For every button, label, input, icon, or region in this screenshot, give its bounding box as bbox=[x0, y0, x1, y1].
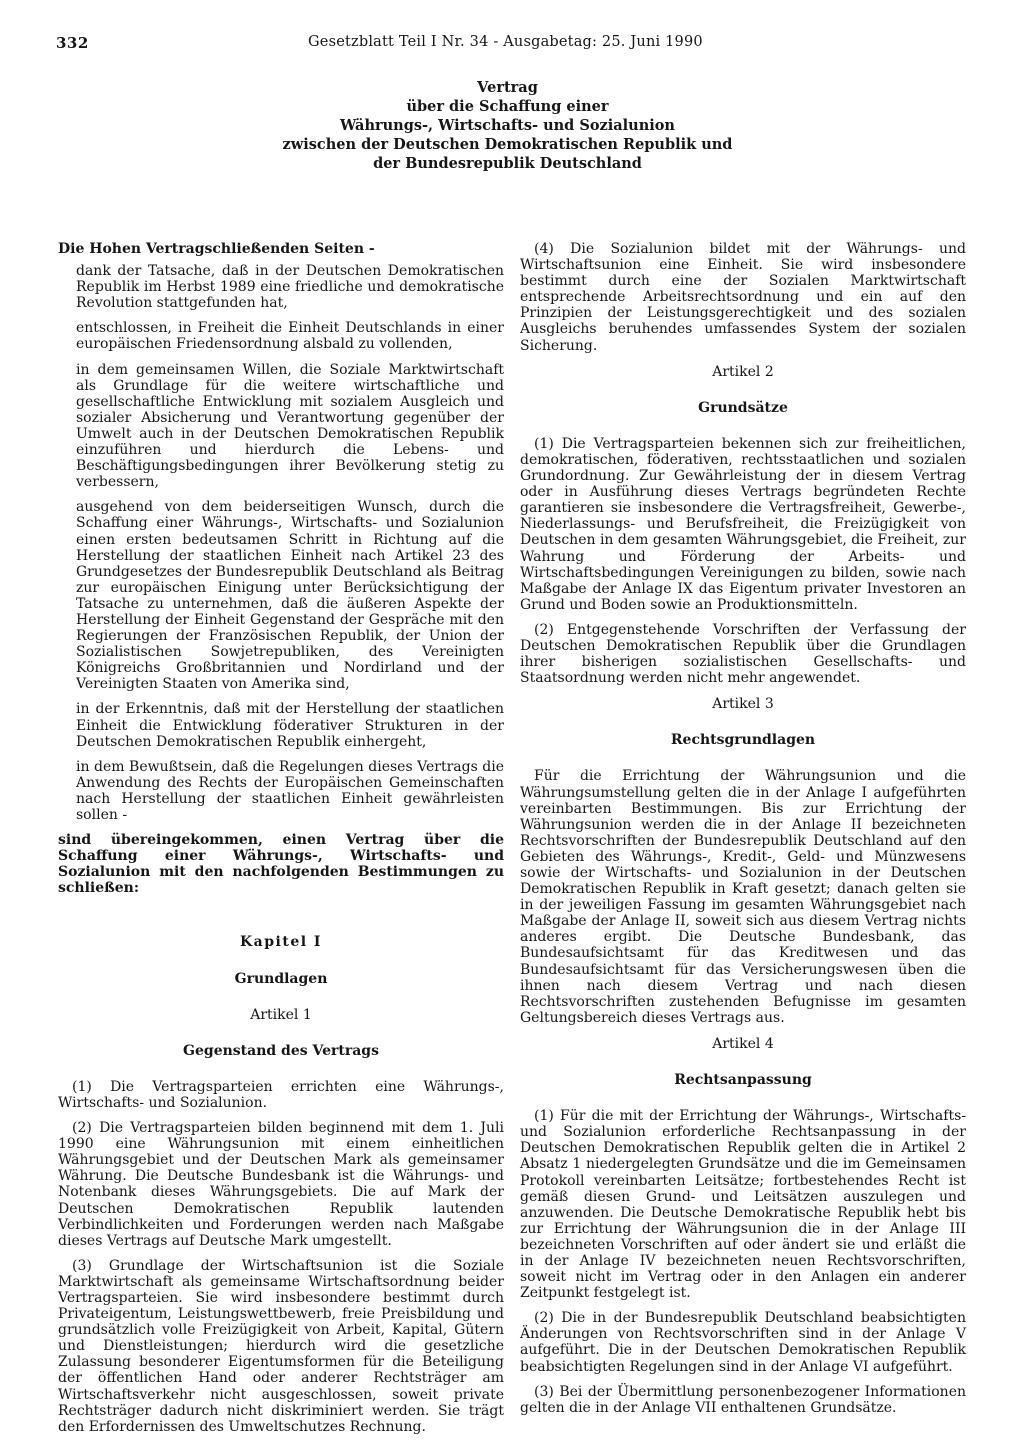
preamble-intro: Die Hohen Vertragschließenden Seiten - bbox=[58, 241, 375, 257]
kapitel-heading: Kapitel I bbox=[240, 934, 322, 951]
artikel-paragraph: (3) Grundlage der Wirtschaftsunion ist die Soziale Marktwirtschaft als gemeinsame Wirtschaftsordnung beider Vertragsparteien. Sie wird insbesondere bestimmt durch Privateigentum, Leistungswettbewerb, freie Preisbildung und grundsätzlich volle Freizügigkeit von Arbeit, Kapital, Gütern und Dienstleistungen; hierdurch wird die gesetzliche Zulassung besonderer Eigentumsformen für die Beteiligung der öffentlichen Hand oder anderer Rechtsträger am Wirtschaftsverkehr nicht ausgeschlossen, soweit private Rechtsträger dadurch nicht diskriminiert werden. Sie trägt den Erfordernissen des Umweltschutzes Rechnung. bbox=[58, 1257, 504, 1435]
artikel-label: Artikel 3 bbox=[712, 696, 774, 713]
artikel-paragraph: (1) Für die mit der Errichtung der Währungs-, Wirtschafts- und Sozialunion erforderliche Rechtsanpassung in der Deutschen Demokratischen Republik gelten die in Artikel 2 Absatz 1 niedergelegten Grundsätze und die im Gemeinsamen Protokoll vereinbarten Leitsätze; fortbestehendes Recht ist gemäß diesen Grund- und Leitsätzen auszulegen und anzuwenden. Die Deutsche Demokratische Republik hebt bis zur Errichtung der Währungsunion die in der Anlage III bezeichneten Vorschriften auf oder ändert sie und erläßt die in der Anlage IV bezeichneten neuen Rechtsvorschriften, soweit nicht im Vertrag oder in den Anlagen ein anderer Zeitpunkt festgelegt ist. bbox=[520, 1108, 966, 1302]
artikel-label: Artikel 1 bbox=[250, 1006, 312, 1023]
preamble-clause: ausgehend von dem beiderseitigen Wunsch, durch die Schaffung einer Währungs-, Wirtschafts- und Sozialunion einen ersten bedeutsamen Schritt in Richtung auf die Herstellung der staatlichen Einheit nach Artikel 23 des Grundgesetzes der Bundesrepublik Deutschland als Beitrag zur europäischen Einigung unter Berücksichtigung der Tatsache zu unternehmen, daß die äußeren Aspekte der Herstellung der Einheit Gegenstand der Gespräche mit den Regierungen der Französischen Republik, der Union der Sozialistischen Sowjetrepubliken, des Vereinigten Königreichs Großbritannien und Nordirland und der Vereinigten Staaten von Amerika sind, bbox=[76, 499, 504, 693]
artikel-paragraph: (1) Die Vertragsparteien bekennen sich zur freiheitlichen, demokratischen, föderativen, rechtsstaatlichen und sozialen Grundordnung. Zur Gewährleistung der in diesem Vertrag oder in Ausführung dieses Vertrags begründeten Rechte garantieren sie insbesondere die Vertragsfreiheit, Gewerbe-, Niederlassungs- und Berufsfreiheit, die Freizügigkeit von Deutschen in dem gesamten Währungsgebiet, die Freiheit, zur Wahrung und Förderung der Arbeits- und Wirtschaftsbedingungen Vereinigungen zu bilden, sowie nach Maßgabe der Anlage IX das Eigentum privater Investoren an Grund und Boden sowie an Produktionsmitteln. bbox=[520, 435, 966, 613]
preamble-clause: in dem gemeinsamen Willen, die Soziale Marktwirtschaft als Grundlage für die weitere wirtschaftliche und gesellschaftliche Entwicklung mit sozialem Ausgleich und sozialer Absicherung und Verantwortung gegenüber der Umwelt auch in der Deutschen Demokratischen Republik einzuführen und hierdurch die Lebens- und Beschäftigungsbedingungen ihrer Bevölkerung stetig zu verbessern, bbox=[76, 361, 504, 491]
preamble-clause: in der Erkenntnis, daß mit der Herstellung der staatlichen Einheit die Entwicklung föderativer Strukturen in der Deutschen Demokratischen Republik einhergeht, bbox=[76, 701, 504, 750]
artikel-paragraph: (1) Die Vertragsparteien errichten eine Währungs-, Wirtschafts- und Sozialunion. bbox=[58, 1078, 504, 1111]
artikel-title: Rechtsgrundlagen bbox=[670, 732, 816, 749]
treaty-title bbox=[250, 78, 765, 173]
title-line: Währungs-, Wirtschafts- und Sozialunion bbox=[340, 117, 675, 134]
preamble-closing: sind übereingekommen, einen Vertrag über die Schaffung einer Währungs-, Wirtschafts- und Sozialunion mit den nachfolgenden Bestimmungen zu schließen: bbox=[58, 832, 504, 897]
title-line: Vertrag bbox=[477, 79, 538, 96]
left-column bbox=[58, 241, 504, 1444]
preamble-clause: entschlossen, in Freiheit die Einheit Deutschlands in einer europäischen Friedensordnung alsbald zu vollenden, bbox=[76, 320, 504, 353]
title-line: zwischen der Deutschen Demokratischen Republik und bbox=[282, 136, 733, 153]
artikel-paragraph: (4) Die Sozialunion bildet mit der Währungs- und Wirtschaftsunion eine Einheit. Sie wird insbesondere bestimmt durch eine der Sozialen Marktwirtschaft entsprechende Arbeitsrechtsordnung und ein auf den Prinzipien der Leistungsgerechtigkeit und des sozialen Ausgleichs beruhendes umfassendes System der sozialen Sicherung. bbox=[520, 241, 966, 354]
artikel-title: Rechtsanpassung bbox=[674, 1072, 812, 1089]
artikel-paragraph: (2) Die Vertragsparteien bilden beginnend mit dem 1. Juli 1990 eine Währungsunion mit einem einheitlichen Währungsgebiet und der Deutschen Mark als gemeinsamer Währung. Die Deutsche Bundesbank ist die Währungs- und Notenbank dieses Währungsgebiets. Die auf Mark der Deutschen Demokratischen Republik lautenden Verbindlichkeiten und Forderungen werden nach Maßgabe dieses Vertrags auf Deutsche Mark umgestellt. bbox=[58, 1120, 504, 1249]
page-header bbox=[56, 34, 976, 56]
artikel-paragraph: (3) Bei der Übermittlung personenbezogener Informationen gelten die in der Anlage VII enthaltenen Grundsätze. bbox=[520, 1383, 966, 1416]
artikel-label: Artikel 2 bbox=[712, 363, 774, 380]
running-head: Gesetzblatt Teil I Nr. 34 - Ausgabetag: 25. Juni 1990 bbox=[308, 34, 703, 50]
title-line: über die Schaffung einer bbox=[406, 98, 609, 115]
title-line: der Bundesrepublik Deutschland bbox=[373, 155, 642, 172]
artikel-paragraph: Für die Errichtung der Währungsunion und die Währungsumstellung gelten die in der Anlage I aufgeführten vereinbarten Bestimmungen. Bis zur Errichtung der Währungsunion werden die in der Anlage II bezeichneten Rechtsvorschriften der Bundesrepublik Deutschland auf den Gebieten des Währungs-, Kredit-, Geld- und Münzwesens sowie der Wirtschafts- und Sozialunion in der Deutschen Demokratischen Republik in Kraft gesetzt; danach gelten sie in der jeweiligen Fassung im gesamten Währungsgebiet nach Maßgabe der Anlage II, soweit sich aus diesem Vertrag nichts anderes ergibt. Die Deutsche Bundesbank, das Bundesaufsichtsamt für das Kreditwesen und das Bundesaufsichtsamt für das Versicherungswesen üben die ihnen nach diesem Vertrag und nach diesen Rechtsvorschriften zustehenden Befugnisse im gesamten Geltungsbereich dieses Vertrags aus. bbox=[520, 768, 966, 1026]
artikel-paragraph: (2) Die in der Bundesrepublik Deutschland beabsichtigten Änderungen von Rechtsvorschriften sind in der Anlage V aufgeführt. Die in der Deutschen Demokratischen Republik beabsichtigten Regelungen sind in der Anlage VI aufgeführt. bbox=[520, 1310, 966, 1375]
artikel-paragraph: (2) Entgegenstehende Vorschriften der Verfassung der Deutschen Demokratischen Republik über die Grundlagen ihrer bisherigen sozialistischen Gesellschafts- und Staatsordnung werden nicht mehr angewendet. bbox=[520, 621, 966, 687]
page-number: 332 bbox=[56, 34, 89, 52]
preamble-clause: dank der Tatsache, daß in der Deutschen Demokratischen Republik im Herbst 1989 eine friedliche und demokratische Revolution stattgefunden hat, bbox=[76, 263, 504, 312]
artikel-label: Artikel 4 bbox=[712, 1035, 774, 1052]
artikel-title: Grundsätze bbox=[698, 399, 788, 416]
artikel-title: Gegenstand des Vertrags bbox=[183, 1042, 379, 1059]
right-column bbox=[520, 241, 966, 1425]
kapitel-title: Grundlagen bbox=[234, 970, 328, 987]
preamble-clause: in dem Bewußtsein, daß die Regelungen dieses Vertrags die Anwendung des Rechts der Europäischen Gemeinschaften nach Herstellung der staatlichen Einheit gewährleisten sollen - bbox=[76, 758, 504, 823]
